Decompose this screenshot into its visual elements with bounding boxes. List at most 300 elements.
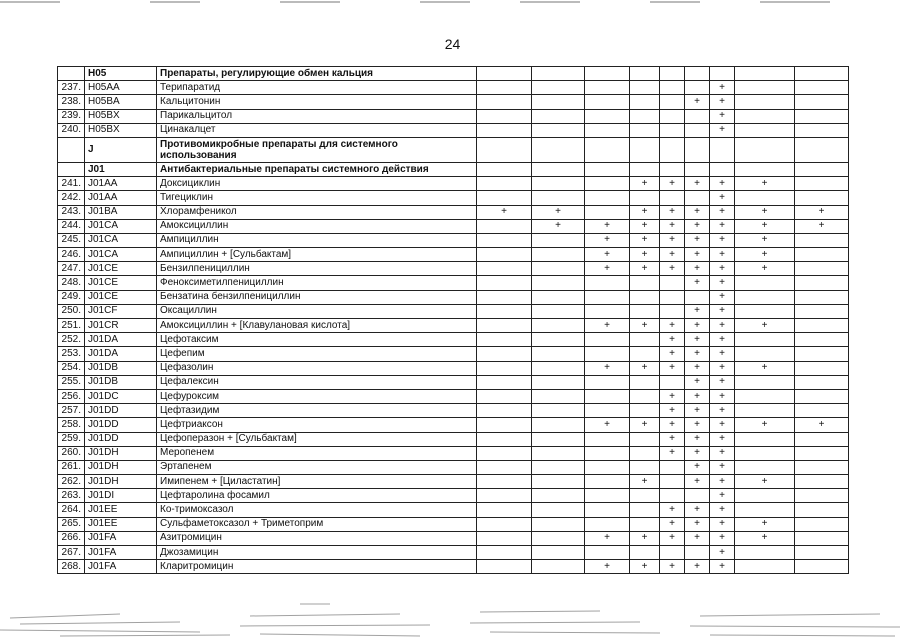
- row-number: 253.: [58, 347, 85, 361]
- availability-mark: [477, 304, 532, 318]
- atc-code: J01: [85, 162, 157, 176]
- atc-code: J01DD: [85, 418, 157, 432]
- availability-mark: +: [735, 531, 795, 545]
- availability-mark: +: [630, 233, 660, 247]
- availability-mark: [795, 333, 849, 347]
- atc-code: J01CR: [85, 319, 157, 333]
- availability-mark: +: [710, 517, 735, 531]
- availability-mark: [477, 95, 532, 109]
- availability-mark: [585, 389, 630, 403]
- availability-mark: [477, 233, 532, 247]
- table-row: [58, 290, 849, 304]
- availability-mark: +: [585, 560, 630, 574]
- atc-code: J01DI: [85, 489, 157, 503]
- availability-mark: [585, 123, 630, 137]
- availability-mark: [585, 205, 630, 219]
- row-number: 246.: [58, 248, 85, 262]
- atc-code: J01DD: [85, 432, 157, 446]
- availability-mark: +: [735, 177, 795, 191]
- availability-mark: [795, 109, 849, 123]
- availability-mark: +: [685, 333, 710, 347]
- availability-mark: [735, 503, 795, 517]
- availability-mark: [685, 81, 710, 95]
- availability-mark: +: [710, 262, 735, 276]
- availability-mark: [685, 137, 710, 162]
- availability-mark: +: [660, 389, 685, 403]
- availability-mark: +: [585, 219, 630, 233]
- availability-mark: +: [710, 304, 735, 318]
- availability-mark: [735, 95, 795, 109]
- availability-mark: [585, 375, 630, 389]
- availability-mark: +: [585, 418, 630, 432]
- row-number: 260.: [58, 446, 85, 460]
- availability-mark: +: [585, 233, 630, 247]
- drug-name: Препараты, регулирующие обмен кальция: [157, 67, 477, 81]
- availability-mark: +: [685, 304, 710, 318]
- availability-mark: [532, 375, 585, 389]
- availability-mark: [630, 404, 660, 418]
- availability-mark: [795, 81, 849, 95]
- availability-mark: [477, 517, 532, 531]
- availability-mark: [532, 333, 585, 347]
- table-row: [58, 446, 849, 460]
- availability-mark: [532, 460, 585, 474]
- drug-name: Доксициклин: [157, 177, 477, 191]
- availability-mark: [585, 162, 630, 176]
- availability-mark: [795, 290, 849, 304]
- table-section-row: [58, 67, 849, 81]
- row-number: 250.: [58, 304, 85, 318]
- availability-mark: [735, 137, 795, 162]
- availability-mark: [630, 503, 660, 517]
- table-row: [58, 191, 849, 205]
- row-number: 261.: [58, 460, 85, 474]
- availability-mark: +: [685, 233, 710, 247]
- availability-mark: [532, 81, 585, 95]
- drug-name: Хлорамфеникол: [157, 205, 477, 219]
- drug-name: Цефотаксим: [157, 333, 477, 347]
- availability-mark: [585, 404, 630, 418]
- availability-mark: +: [710, 475, 735, 489]
- table-row: [58, 389, 849, 403]
- availability-mark: +: [710, 560, 735, 574]
- table-row: [58, 109, 849, 123]
- availability-mark: [630, 432, 660, 446]
- availability-mark: +: [630, 262, 660, 276]
- availability-mark: [795, 347, 849, 361]
- row-number: 249.: [58, 290, 85, 304]
- atc-code: J01BA: [85, 205, 157, 219]
- availability-mark: +: [710, 446, 735, 460]
- row-number: 262.: [58, 475, 85, 489]
- availability-mark: [735, 489, 795, 503]
- availability-mark: [685, 290, 710, 304]
- availability-mark: [630, 517, 660, 531]
- availability-mark: [532, 531, 585, 545]
- availability-mark: [660, 290, 685, 304]
- availability-mark: +: [710, 319, 735, 333]
- availability-mark: [795, 177, 849, 191]
- drug-name: Кальцитонин: [157, 95, 477, 109]
- table-row: [58, 361, 849, 375]
- drug-name: Амоксициллин + [Клавулановая кислота]: [157, 319, 477, 333]
- availability-mark: [685, 162, 710, 176]
- availability-mark: +: [685, 418, 710, 432]
- row-number: 267.: [58, 546, 85, 560]
- availability-mark: +: [710, 81, 735, 95]
- drug-name: Антибактериальные препараты системного действия: [157, 162, 477, 176]
- drug-name: Парикальцитол: [157, 109, 477, 123]
- row-number: 268.: [58, 560, 85, 574]
- availability-mark: [477, 460, 532, 474]
- availability-mark: [477, 290, 532, 304]
- availability-mark: [660, 81, 685, 95]
- drug-name: Имипенем + [Циластатин]: [157, 475, 477, 489]
- availability-mark: [795, 489, 849, 503]
- table-section-row: [58, 137, 849, 162]
- availability-mark: [735, 432, 795, 446]
- availability-mark: [685, 191, 710, 205]
- atc-code: J01FA: [85, 560, 157, 574]
- availability-mark: [795, 304, 849, 318]
- availability-mark: [532, 418, 585, 432]
- availability-mark: [660, 546, 685, 560]
- drug-name: Ко-тримоксазол: [157, 503, 477, 517]
- atc-code: H05BA: [85, 95, 157, 109]
- atc-code: J: [85, 137, 157, 162]
- atc-code: J01DH: [85, 475, 157, 489]
- availability-mark: [585, 109, 630, 123]
- drug-name: Тигециклин: [157, 191, 477, 205]
- atc-code: J01CF: [85, 304, 157, 318]
- availability-mark: [795, 233, 849, 247]
- availability-mark: [660, 109, 685, 123]
- row-number: 257.: [58, 404, 85, 418]
- availability-mark: [532, 276, 585, 290]
- availability-mark: +: [735, 233, 795, 247]
- atc-code: J01FA: [85, 531, 157, 545]
- availability-mark: [532, 446, 585, 460]
- availability-mark: [477, 546, 532, 560]
- availability-mark: [660, 137, 685, 162]
- availability-mark: [585, 333, 630, 347]
- drug-name: Меропенем: [157, 446, 477, 460]
- availability-mark: [710, 162, 735, 176]
- atc-code: J01FA: [85, 546, 157, 560]
- availability-mark: +: [795, 205, 849, 219]
- table-row: [58, 375, 849, 389]
- drug-name: Оксациллин: [157, 304, 477, 318]
- availability-mark: [477, 81, 532, 95]
- availability-mark: [735, 546, 795, 560]
- availability-mark: +: [685, 347, 710, 361]
- row-number: 242.: [58, 191, 85, 205]
- availability-mark: +: [685, 375, 710, 389]
- availability-mark: +: [585, 361, 630, 375]
- availability-mark: [477, 475, 532, 489]
- availability-mark: [660, 375, 685, 389]
- availability-mark: +: [710, 123, 735, 137]
- availability-mark: [630, 375, 660, 389]
- availability-mark: [735, 347, 795, 361]
- availability-mark: [660, 460, 685, 474]
- availability-mark: [630, 162, 660, 176]
- availability-mark: +: [710, 404, 735, 418]
- availability-mark: [795, 361, 849, 375]
- availability-mark: [532, 304, 585, 318]
- table-row: [58, 460, 849, 474]
- availability-mark: [477, 219, 532, 233]
- table-row: [58, 531, 849, 545]
- availability-mark: [735, 389, 795, 403]
- atc-code: J01EE: [85, 517, 157, 531]
- availability-mark: [532, 67, 585, 81]
- table-row: [58, 81, 849, 95]
- availability-mark: [532, 95, 585, 109]
- table-row: [58, 489, 849, 503]
- availability-mark: [735, 67, 795, 81]
- availability-mark: [585, 304, 630, 318]
- table-row: [58, 432, 849, 446]
- availability-mark: [477, 319, 532, 333]
- atc-code: H05BX: [85, 109, 157, 123]
- availability-mark: +: [660, 233, 685, 247]
- availability-mark: +: [477, 205, 532, 219]
- drug-name: Ампициллин + [Сульбактам]: [157, 248, 477, 262]
- availability-mark: [585, 81, 630, 95]
- availability-mark: +: [685, 531, 710, 545]
- table-row: [58, 248, 849, 262]
- availability-mark: [795, 162, 849, 176]
- availability-mark: [630, 489, 660, 503]
- availability-mark: [660, 162, 685, 176]
- availability-mark: [477, 191, 532, 205]
- availability-mark: +: [660, 361, 685, 375]
- row-number: 238.: [58, 95, 85, 109]
- availability-mark: [532, 191, 585, 205]
- availability-mark: [585, 177, 630, 191]
- availability-mark: [735, 276, 795, 290]
- atc-code: J01AA: [85, 191, 157, 205]
- availability-mark: +: [630, 248, 660, 262]
- availability-mark: +: [630, 177, 660, 191]
- availability-mark: +: [710, 432, 735, 446]
- atc-code: H05: [85, 67, 157, 81]
- row-number: [58, 162, 85, 176]
- availability-mark: [585, 460, 630, 474]
- availability-mark: [735, 446, 795, 460]
- availability-mark: [795, 375, 849, 389]
- availability-mark: [710, 137, 735, 162]
- table-row: [58, 205, 849, 219]
- table-row: [58, 319, 849, 333]
- availability-mark: +: [685, 517, 710, 531]
- drug-name: Терипаратид: [157, 81, 477, 95]
- availability-mark: +: [685, 361, 710, 375]
- availability-mark: [795, 404, 849, 418]
- availability-mark: +: [735, 475, 795, 489]
- availability-mark: [735, 81, 795, 95]
- availability-mark: +: [710, 219, 735, 233]
- availability-mark: +: [735, 418, 795, 432]
- availability-mark: [477, 503, 532, 517]
- availability-mark: [795, 276, 849, 290]
- availability-mark: +: [685, 404, 710, 418]
- availability-mark: +: [685, 460, 710, 474]
- availability-mark: [585, 432, 630, 446]
- atc-code: J01DB: [85, 361, 157, 375]
- availability-mark: [795, 389, 849, 403]
- atc-code: J01CE: [85, 276, 157, 290]
- availability-mark: [585, 489, 630, 503]
- availability-mark: [735, 290, 795, 304]
- availability-mark: [795, 546, 849, 560]
- availability-mark: +: [710, 489, 735, 503]
- availability-mark: +: [735, 517, 795, 531]
- availability-mark: [585, 446, 630, 460]
- table-row: [58, 503, 849, 517]
- table-row: [58, 304, 849, 318]
- availability-mark: +: [630, 205, 660, 219]
- availability-mark: [735, 333, 795, 347]
- availability-mark: +: [735, 361, 795, 375]
- availability-mark: +: [660, 333, 685, 347]
- scan-edge-bottom: [0, 596, 905, 640]
- table-row: [58, 404, 849, 418]
- availability-mark: [477, 109, 532, 123]
- availability-mark: +: [710, 191, 735, 205]
- availability-mark: [735, 304, 795, 318]
- availability-mark: [735, 375, 795, 389]
- drug-name: Амоксициллин: [157, 219, 477, 233]
- availability-mark: [795, 475, 849, 489]
- row-number: 245.: [58, 233, 85, 247]
- table-row: [58, 347, 849, 361]
- row-number: 263.: [58, 489, 85, 503]
- availability-mark: +: [660, 446, 685, 460]
- availability-mark: +: [630, 418, 660, 432]
- availability-mark: [735, 162, 795, 176]
- availability-mark: +: [660, 347, 685, 361]
- availability-mark: [795, 248, 849, 262]
- availability-mark: [630, 546, 660, 560]
- row-number: 264.: [58, 503, 85, 517]
- availability-mark: [532, 404, 585, 418]
- row-number: 256.: [58, 389, 85, 403]
- availability-mark: [532, 560, 585, 574]
- table-row: [58, 560, 849, 574]
- table-row: [58, 233, 849, 247]
- availability-mark: [477, 418, 532, 432]
- row-number: 266.: [58, 531, 85, 545]
- availability-mark: [630, 109, 660, 123]
- availability-mark: +: [630, 531, 660, 545]
- availability-mark: [477, 432, 532, 446]
- availability-mark: [630, 123, 660, 137]
- availability-mark: [660, 489, 685, 503]
- availability-mark: +: [735, 248, 795, 262]
- availability-mark: [685, 109, 710, 123]
- availability-mark: [477, 123, 532, 137]
- availability-mark: +: [710, 361, 735, 375]
- availability-mark: +: [710, 109, 735, 123]
- drug-name: Сульфаметоксазол + Триметоприм: [157, 517, 477, 531]
- table-section-row: [58, 162, 849, 176]
- availability-mark: [532, 137, 585, 162]
- availability-mark: [585, 276, 630, 290]
- availability-mark: [735, 109, 795, 123]
- availability-mark: +: [660, 503, 685, 517]
- row-number: [58, 67, 85, 81]
- availability-mark: +: [685, 248, 710, 262]
- availability-mark: [477, 389, 532, 403]
- availability-mark: [585, 517, 630, 531]
- availability-mark: +: [710, 546, 735, 560]
- availability-mark: [477, 162, 532, 176]
- drug-name: Противомикробные препараты для системного использования: [157, 137, 477, 162]
- availability-mark: +: [710, 347, 735, 361]
- drug-name: Кларитромицин: [157, 560, 477, 574]
- drug-table: [57, 66, 849, 574]
- availability-mark: +: [630, 319, 660, 333]
- availability-mark: +: [735, 262, 795, 276]
- availability-mark: [477, 375, 532, 389]
- table-row: [58, 276, 849, 290]
- availability-mark: +: [660, 319, 685, 333]
- availability-mark: [585, 191, 630, 205]
- drug-name: Цефтриаксон: [157, 418, 477, 432]
- availability-mark: [532, 475, 585, 489]
- availability-mark: +: [630, 219, 660, 233]
- availability-mark: +: [660, 219, 685, 233]
- availability-mark: +: [685, 177, 710, 191]
- availability-mark: [795, 123, 849, 137]
- availability-mark: [477, 347, 532, 361]
- availability-mark: +: [685, 276, 710, 290]
- table-row: [58, 546, 849, 560]
- availability-mark: [477, 248, 532, 262]
- availability-mark: [477, 137, 532, 162]
- availability-mark: [585, 503, 630, 517]
- availability-mark: +: [710, 389, 735, 403]
- availability-mark: [532, 162, 585, 176]
- availability-mark: +: [710, 460, 735, 474]
- availability-mark: +: [710, 503, 735, 517]
- availability-mark: [735, 460, 795, 474]
- atc-code: H05AA: [85, 81, 157, 95]
- availability-mark: [585, 347, 630, 361]
- availability-mark: [795, 503, 849, 517]
- availability-mark: [685, 546, 710, 560]
- availability-mark: +: [685, 503, 710, 517]
- availability-mark: [660, 191, 685, 205]
- availability-mark: [795, 137, 849, 162]
- availability-mark: [795, 262, 849, 276]
- atc-code: J01DB: [85, 375, 157, 389]
- availability-mark: [477, 560, 532, 574]
- availability-mark: +: [795, 219, 849, 233]
- availability-mark: [795, 432, 849, 446]
- availability-mark: +: [685, 219, 710, 233]
- availability-mark: +: [710, 375, 735, 389]
- availability-mark: +: [660, 517, 685, 531]
- availability-mark: +: [735, 319, 795, 333]
- availability-mark: [585, 475, 630, 489]
- availability-mark: +: [630, 361, 660, 375]
- availability-mark: +: [660, 404, 685, 418]
- row-number: 244.: [58, 219, 85, 233]
- availability-mark: [532, 319, 585, 333]
